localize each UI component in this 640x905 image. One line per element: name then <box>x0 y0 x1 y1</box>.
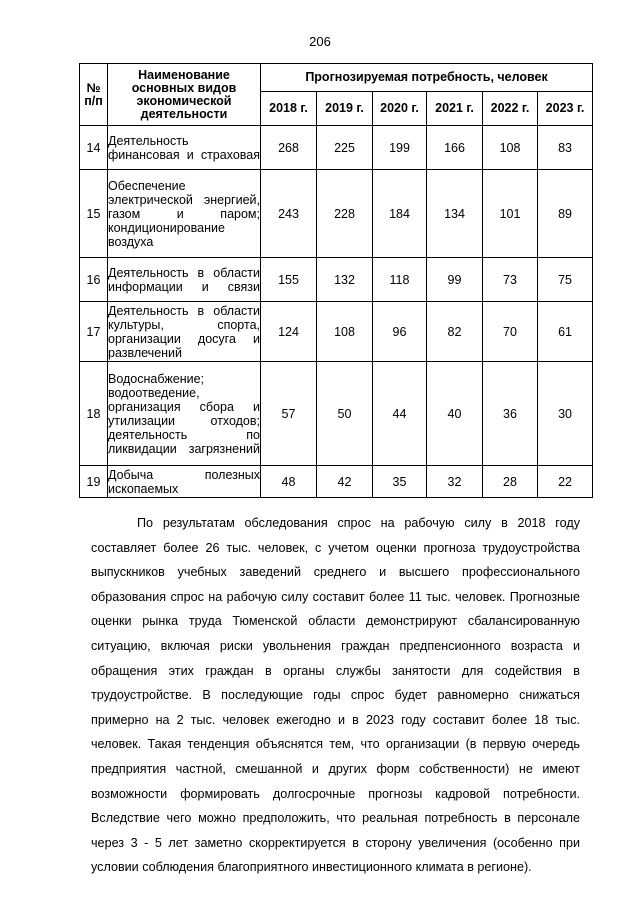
row-number: 15 <box>80 170 108 258</box>
row-number: 17 <box>80 302 108 362</box>
activity-name: Добыча полезных ископаемых <box>108 467 260 496</box>
activity-name: Деятельность в области информации и связи <box>108 258 261 302</box>
value-cell: 166 <box>427 126 483 170</box>
value-cell: 132 <box>317 258 373 302</box>
value-cell: 75 <box>538 258 593 302</box>
value-cell: 118 <box>373 258 427 302</box>
value-cell: 89 <box>538 170 593 258</box>
value-cell: 134 <box>427 170 483 258</box>
header-forecast-group: Прогнозируемая потребность, человек <box>261 64 593 92</box>
value-cell: 228 <box>317 170 373 258</box>
value-cell: 108 <box>483 126 538 170</box>
value-cell: 184 <box>373 170 427 258</box>
value-cell: 96 <box>373 302 427 362</box>
value-cell: 99 <box>427 258 483 302</box>
value-cell: 108 <box>317 302 373 362</box>
header-year: 2021 г. <box>427 92 483 126</box>
value-cell: 42 <box>317 466 373 498</box>
value-cell: 70 <box>483 302 538 362</box>
value-cell: 155 <box>261 258 317 302</box>
row-number: 16 <box>80 258 108 302</box>
table-row <box>80 302 593 362</box>
activity-name: Обеспечение электрической энергией, газом и паром; кондиционирование воздуха <box>108 170 261 258</box>
value-cell: 83 <box>538 126 593 170</box>
header-activity-name: Наименование основных видов экономической деятельности <box>108 64 261 126</box>
value-cell: 82 <box>427 302 483 362</box>
value-cell: 61 <box>538 302 593 362</box>
activity-name: Деятельность финансовая и страховая <box>108 126 261 170</box>
value-cell: 225 <box>317 126 373 170</box>
header-year: 2020 г. <box>373 92 427 126</box>
value-cell: 44 <box>373 362 427 466</box>
header-num: № п/п <box>80 64 108 126</box>
body-text <box>91 511 580 880</box>
row-number: 18 <box>80 362 108 466</box>
value-cell: 28 <box>483 466 538 498</box>
value-cell: 30 <box>538 362 593 466</box>
table-row <box>80 466 593 498</box>
value-cell: 40 <box>427 362 483 466</box>
value-cell: 57 <box>261 362 317 466</box>
table-row <box>80 258 593 302</box>
table-row <box>80 362 593 466</box>
value-cell: 73 <box>483 258 538 302</box>
value-cell: 36 <box>483 362 538 466</box>
value-cell: 22 <box>538 466 593 498</box>
table-row <box>80 126 593 170</box>
header-year: 2019 г. <box>317 92 373 126</box>
page-number: 206 <box>309 34 331 49</box>
value-cell: 32 <box>427 466 483 498</box>
row-number: 19 <box>80 466 108 498</box>
value-cell: 243 <box>261 170 317 258</box>
value-cell: 124 <box>261 302 317 362</box>
value-cell: 50 <box>317 362 373 466</box>
activity-name: Деятельность в области культуры, спорта, организации досуга и развлечений <box>108 303 260 360</box>
value-cell: 199 <box>373 126 427 170</box>
value-cell: 268 <box>261 126 317 170</box>
row-number: 14 <box>80 126 108 170</box>
body-paragraph: По результатам обследования спрос на рабочую силу в 2018 году составляет более 26 тыс. человек, с учетом оценки прогноза трудоустройства выпускников учебных заведений среднего и высшего профессионального образования спрос на рабочую силу составит более 11 тыс. человек. Прогнозные оценки рынка труда Тюменской области демонстрируют сбалансированную ситуацию, включая риски увольнения граждан предпенсионного возраста и обращения этих граждан в органы службы занятости для содействия в трудоустройстве. В последующие годы спрос будет равномерно снижаться примерно на 2 тыс. человек ежегодно и в 2023 году составит более 18 тыс. человек. Такая тенденция объяснятся тем, что организации (в первую очередь предприятия частной, смешанной и других форм собственности) не имеют возможности формировать долгосрочные прогнозы кадровой потребности. Вследствие чего можно предположить, что реальная потребность в персонале через 3 - 5 лет заметно скорректируется в сторону увеличения (особенно при условии соблюдения благоприятного инвестиционного климата в регионе). <box>91 516 580 875</box>
activity-name: Водоснабжение; водоотведение, организация сбора и утилизации отходов; деятельность по ликвидации загрязнений <box>108 362 261 466</box>
value-cell: 48 <box>261 466 317 498</box>
value-cell: 35 <box>373 466 427 498</box>
header-year: 2022 г. <box>483 92 538 126</box>
value-cell: 101 <box>483 170 538 258</box>
demand-forecast-table <box>79 63 593 498</box>
table-row <box>80 170 593 258</box>
header-year: 2018 г. <box>261 92 317 126</box>
header-year: 2023 г. <box>538 92 593 126</box>
